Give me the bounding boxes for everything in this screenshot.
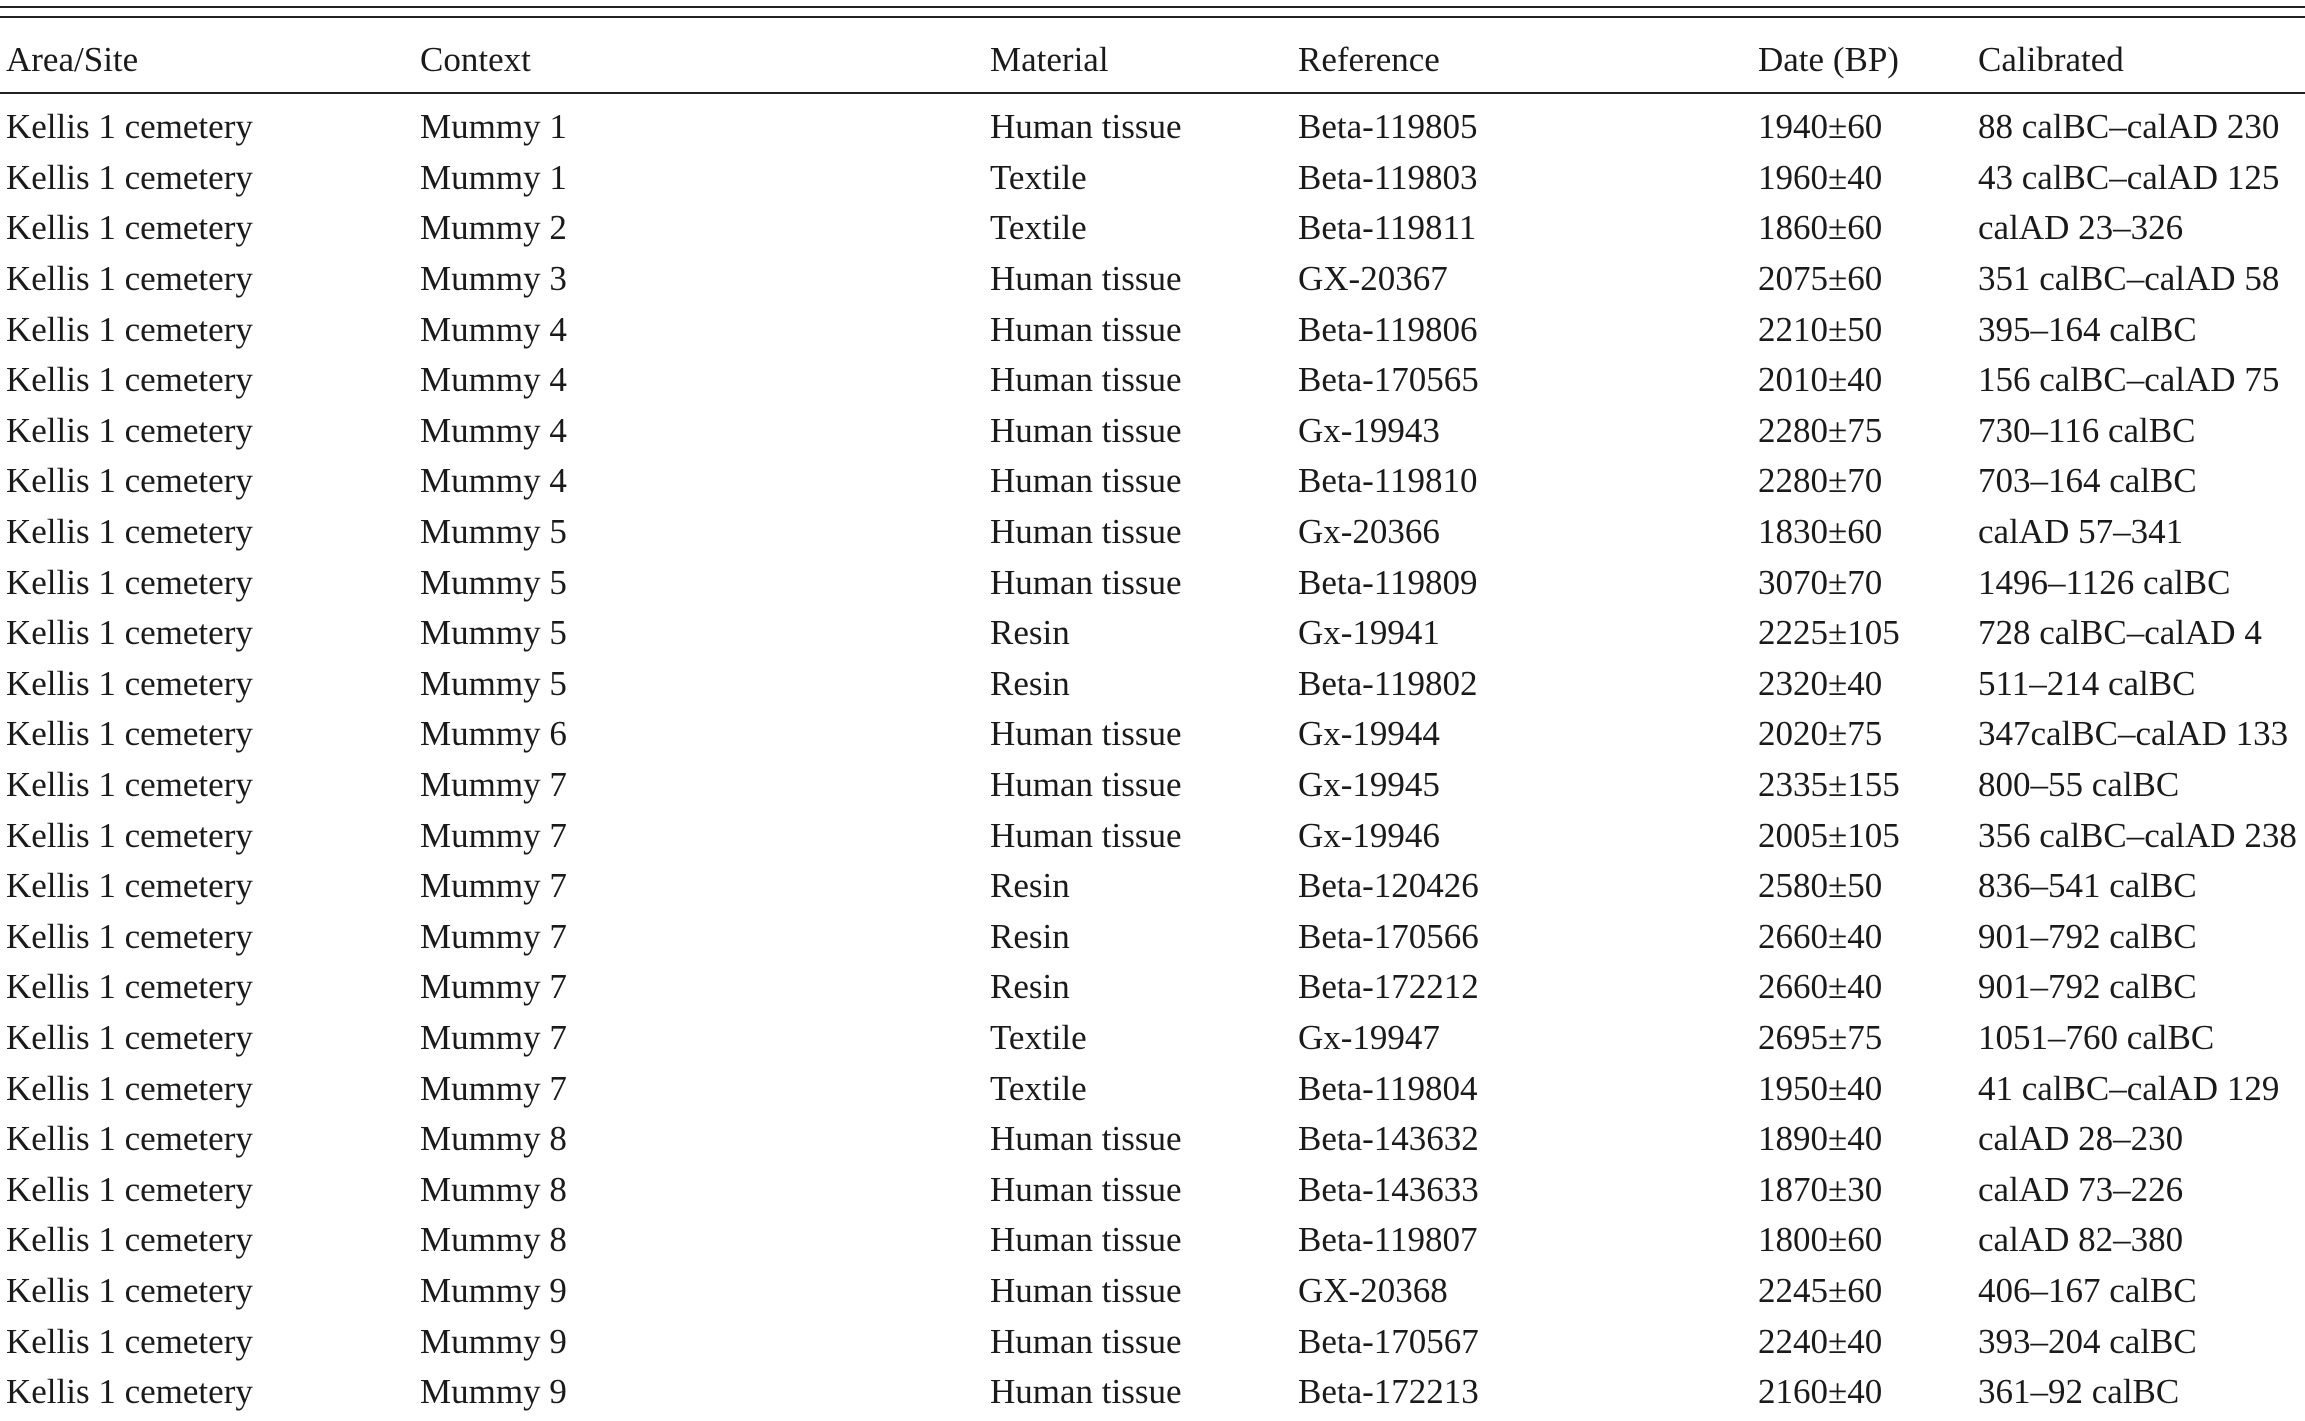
area-site-cell: Kellis 1 cemetery [6, 360, 253, 400]
date-bp-cell: 2280±75 [1758, 410, 1883, 450]
material-cell: Resin [990, 866, 1070, 906]
reference-cell: Beta-119803 [1298, 157, 1478, 197]
calibrated-cell: calAD 23–326 [1978, 208, 2184, 248]
material-cell: Human tissue [990, 562, 1182, 602]
date-bp-cell: 2245±60 [1758, 1270, 1883, 1310]
reference-cell: Beta-119811 [1298, 208, 1477, 248]
area-site-cell: Kellis 1 cemetery [6, 1220, 253, 1260]
material-cell: Human tissue [990, 765, 1182, 805]
reference-cell: Beta-143632 [1298, 1119, 1479, 1159]
context-cell: Mummy 8 [420, 1169, 567, 1209]
reference-cell: Gx-19947 [1298, 1017, 1440, 1057]
material-cell: Human tissue [990, 1270, 1182, 1310]
reference-cell: Beta-170567 [1298, 1321, 1479, 1361]
table-row [0, 304, 2305, 355]
calibrated-cell: 901–792 calBC [1978, 916, 2197, 956]
area-site-cell: Kellis 1 cemetery [6, 410, 253, 450]
context-cell: Mummy 5 [420, 512, 567, 552]
area-site-cell: Kellis 1 cemetery [6, 512, 253, 552]
reference-cell: Beta-119806 [1298, 309, 1478, 349]
reference-cell: Gx-19946 [1298, 815, 1440, 855]
area-site-cell: Kellis 1 cemetery [6, 259, 253, 299]
table-row [0, 355, 2305, 406]
date-bp-cell: 2660±40 [1758, 916, 1883, 956]
material-cell: Textile [990, 1068, 1087, 1108]
table-row [0, 861, 2305, 912]
table-row [0, 1013, 2305, 1064]
context-cell: Mummy 7 [420, 765, 567, 805]
calibrated-cell: 347calBC–calAD 133 [1978, 714, 2289, 754]
material-cell: Human tissue [990, 1321, 1182, 1361]
calibrated-cell: calAD 57–341 [1978, 512, 2184, 552]
table-row [0, 1367, 2305, 1418]
context-cell: Mummy 8 [420, 1220, 567, 1260]
date-bp-cell: 2660±40 [1758, 967, 1883, 1007]
date-bp-cell: 1950±40 [1758, 1068, 1883, 1108]
area-site-cell: Kellis 1 cemetery [6, 309, 253, 349]
date-bp-cell: 1890±40 [1758, 1119, 1883, 1159]
area-site-cell: Kellis 1 cemetery [6, 866, 253, 906]
area-site-cell: Kellis 1 cemetery [6, 1119, 253, 1159]
table-header [0, 0, 2305, 102]
area-site-cell: Kellis 1 cemetery [6, 916, 253, 956]
context-cell: Mummy 7 [420, 1017, 567, 1057]
date-bp-cell: 2210±50 [1758, 309, 1883, 349]
date-bp-cell: 1960±40 [1758, 157, 1883, 197]
area-site-cell: Kellis 1 cemetery [6, 967, 253, 1007]
calibrated-cell: 393–204 calBC [1978, 1321, 2197, 1361]
context-cell: Mummy 4 [420, 360, 567, 400]
context-cell: Mummy 9 [420, 1372, 567, 1412]
table-row [0, 810, 2305, 861]
context-cell: Mummy 6 [420, 714, 567, 754]
table-row [0, 1266, 2305, 1317]
area-site-cell: Kellis 1 cemetery [6, 562, 253, 602]
context-cell: Mummy 9 [420, 1321, 567, 1361]
material-cell: Human tissue [990, 1372, 1182, 1412]
calibrated-cell: 728 calBC–calAD 4 [1978, 613, 2262, 653]
date-bp-cell: 2225±105 [1758, 613, 1900, 653]
reference-cell: Beta-119802 [1298, 663, 1478, 703]
header-spacer [0, 80, 2305, 102]
material-cell: Resin [990, 663, 1070, 703]
date-bp-cell: 1940±60 [1758, 107, 1883, 147]
area-site-cell: Kellis 1 cemetery [6, 1321, 253, 1361]
area-site-cell: Kellis 1 cemetery [6, 107, 253, 147]
date-bp-cell: 2335±155 [1758, 765, 1900, 805]
calibrated-cell: 901–792 calBC [1978, 967, 2197, 1007]
reference-cell: Beta-119807 [1298, 1220, 1478, 1260]
table-row [0, 1164, 2305, 1215]
calibrated-cell: 1496–1126 calBC [1978, 562, 2231, 602]
material-cell: Human tissue [990, 1169, 1182, 1209]
date-bp-cell: 2320±40 [1758, 663, 1883, 703]
calibrated-cell: 1051–760 calBC [1978, 1017, 2215, 1057]
date-bp-cell: 2160±40 [1758, 1372, 1883, 1412]
reference-cell: Beta-119804 [1298, 1068, 1478, 1108]
header-row [0, 0, 2305, 80]
area-site-cell: Kellis 1 cemetery [6, 815, 253, 855]
table-row [0, 709, 2305, 760]
date-bp-cell: 2280±70 [1758, 461, 1883, 501]
table-row [0, 1063, 2305, 1114]
calibrated-cell: 41 calBC–calAD 129 [1978, 1068, 2280, 1108]
calibrated-cell: 156 calBC–calAD 75 [1978, 360, 2280, 400]
context-cell: Mummy 7 [420, 815, 567, 855]
context-cell: Mummy 7 [420, 967, 567, 1007]
calibrated-cell: 836–541 calBC [1978, 866, 2197, 906]
calibrated-cell: calAD 28–230 [1978, 1119, 2184, 1159]
material-cell: Human tissue [990, 512, 1182, 552]
context-cell: Mummy 4 [420, 309, 567, 349]
calibrated-cell: 361–92 calBC [1978, 1372, 2180, 1412]
calibrated-cell: 406–167 calBC [1978, 1270, 2197, 1310]
context-cell: Mummy 3 [420, 259, 567, 299]
calibrated-cell: calAD 82–380 [1978, 1220, 2184, 1260]
reference-cell: Beta-119805 [1298, 107, 1478, 147]
column-header-material: Material [990, 40, 1109, 79]
area-site-cell: Kellis 1 cemetery [6, 714, 253, 754]
date-bp-cell: 3070±70 [1758, 562, 1883, 602]
reference-cell: Beta-119809 [1298, 562, 1478, 602]
reference-cell: Gx-19941 [1298, 613, 1440, 653]
table-row [0, 254, 2305, 305]
calibrated-cell: 703–164 calBC [1978, 461, 2197, 501]
context-cell: Mummy 5 [420, 663, 567, 703]
reference-cell: Gx-20366 [1298, 512, 1440, 552]
material-cell: Human tissue [990, 1119, 1182, 1159]
material-cell: Human tissue [990, 410, 1182, 450]
material-cell: Human tissue [990, 107, 1182, 147]
column-header-calibrated: Calibrated [1978, 40, 2124, 79]
reference-cell: Beta-170565 [1298, 360, 1479, 400]
material-cell: Textile [990, 1017, 1087, 1057]
area-site-cell: Kellis 1 cemetery [6, 1068, 253, 1108]
context-cell: Mummy 1 [420, 107, 567, 147]
calibrated-cell: 43 calBC–calAD 125 [1978, 157, 2280, 197]
calibrated-cell: 88 calBC–calAD 230 [1978, 107, 2280, 147]
calibrated-cell: 395–164 calBC [1978, 309, 2197, 349]
date-bp-cell: 2695±75 [1758, 1017, 1883, 1057]
date-bp-cell: 1800±60 [1758, 1220, 1883, 1260]
date-bp-cell: 2075±60 [1758, 259, 1883, 299]
area-site-cell: Kellis 1 cemetery [6, 1169, 253, 1209]
area-site-cell: Kellis 1 cemetery [6, 613, 253, 653]
table-row [0, 507, 2305, 558]
table-row [0, 203, 2305, 254]
context-cell: Mummy 8 [420, 1119, 567, 1159]
table-row [0, 102, 2305, 153]
date-bp-cell: 2010±40 [1758, 360, 1883, 400]
material-cell: Textile [990, 208, 1087, 248]
material-cell: Human tissue [990, 259, 1182, 299]
calibrated-cell: 730–116 calBC [1978, 410, 2196, 450]
date-bp-cell: 1870±30 [1758, 1169, 1883, 1209]
material-cell: Resin [990, 916, 1070, 956]
area-site-cell: Kellis 1 cemetery [6, 1270, 253, 1310]
reference-cell: Beta-172213 [1298, 1372, 1479, 1412]
table-row [0, 659, 2305, 710]
context-cell: Mummy 4 [420, 410, 567, 450]
context-cell: Mummy 4 [420, 461, 567, 501]
material-cell: Human tissue [990, 461, 1182, 501]
date-bp-cell: 1860±60 [1758, 208, 1883, 248]
material-cell: Human tissue [990, 815, 1182, 855]
material-cell: Resin [990, 967, 1070, 1007]
column-header-area-site: Area/Site [6, 40, 139, 79]
context-cell: Mummy 5 [420, 562, 567, 602]
area-site-cell: Kellis 1 cemetery [6, 765, 253, 805]
reference-cell: Gx-19943 [1298, 410, 1440, 450]
table-row [0, 608, 2305, 659]
reference-cell: GX-20368 [1298, 1270, 1448, 1310]
material-cell: Resin [990, 613, 1070, 653]
context-cell: Mummy 7 [420, 866, 567, 906]
reference-cell: Gx-19945 [1298, 765, 1440, 805]
area-site-cell: Kellis 1 cemetery [6, 208, 253, 248]
context-cell: Mummy 5 [420, 613, 567, 653]
date-bp-cell: 2005±105 [1758, 815, 1900, 855]
calibrated-cell: 800–55 calBC [1978, 765, 2180, 805]
context-cell: Mummy 7 [420, 916, 567, 956]
context-cell: Mummy 1 [420, 157, 567, 197]
date-bp-cell: 2580±50 [1758, 866, 1883, 906]
table-row [0, 1316, 2305, 1367]
material-cell: Human tissue [990, 360, 1182, 400]
calibrated-cell: 511–214 calBC [1978, 663, 2196, 703]
area-site-cell: Kellis 1 cemetery [6, 1372, 253, 1412]
table-row [0, 1114, 2305, 1165]
column-header-context: Context [420, 40, 531, 79]
reference-cell: GX-20367 [1298, 259, 1448, 299]
context-cell: Mummy 2 [420, 208, 567, 248]
reference-cell: Beta-120426 [1298, 866, 1479, 906]
area-site-cell: Kellis 1 cemetery [6, 157, 253, 197]
area-site-cell: Kellis 1 cemetery [6, 1017, 253, 1057]
calibrated-cell: 351 calBC–calAD 58 [1978, 259, 2280, 299]
area-site-cell: Kellis 1 cemetery [6, 663, 253, 703]
table-row [0, 406, 2305, 457]
calibrated-cell: 356 calBC–calAD 238 [1978, 815, 2297, 855]
column-header-reference: Reference [1298, 40, 1440, 79]
reference-cell: Gx-19944 [1298, 714, 1440, 754]
date-bp-cell: 2240±40 [1758, 1321, 1883, 1361]
table-row [0, 153, 2305, 204]
context-cell: Mummy 9 [420, 1270, 567, 1310]
material-cell: Textile [990, 157, 1087, 197]
context-cell: Mummy 7 [420, 1068, 567, 1108]
material-cell: Human tissue [990, 714, 1182, 754]
table-row [0, 962, 2305, 1013]
table-row [0, 456, 2305, 507]
reference-cell: Beta-170566 [1298, 916, 1479, 956]
reference-cell: Beta-119810 [1298, 461, 1478, 501]
date-bp-cell: 2020±75 [1758, 714, 1883, 754]
area-site-cell: Kellis 1 cemetery [6, 461, 253, 501]
calibrated-cell: calAD 73–226 [1978, 1169, 2184, 1209]
material-cell: Human tissue [990, 309, 1182, 349]
table-row [0, 760, 2305, 811]
reference-cell: Beta-172212 [1298, 967, 1479, 1007]
table-row [0, 912, 2305, 963]
column-header-date-bp: Date (BP) [1758, 40, 1899, 79]
table-row [0, 1215, 2305, 1266]
material-cell: Human tissue [990, 1220, 1182, 1260]
table-row [0, 557, 2305, 608]
table-body [0, 102, 2305, 1417]
date-bp-cell: 1830±60 [1758, 512, 1883, 552]
reference-cell: Beta-143633 [1298, 1169, 1479, 1209]
